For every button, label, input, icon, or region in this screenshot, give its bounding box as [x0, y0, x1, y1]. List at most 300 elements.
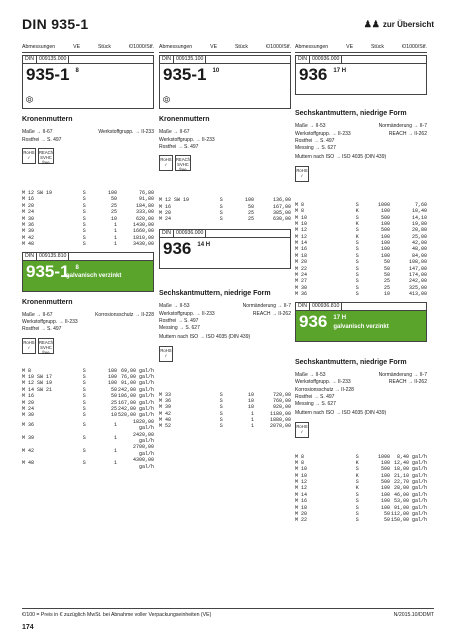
table-cell: 1660,00 [132, 228, 154, 235]
table-cell: 184,80 [135, 202, 154, 209]
table-cell: M 16 [159, 203, 172, 210]
table-cell: S [219, 216, 223, 223]
table-cell: 150,00 gal/h [390, 517, 427, 524]
table-cell: M 24 [159, 216, 172, 223]
table-cell: S [82, 386, 86, 393]
table-cell: K [355, 472, 359, 479]
table-cell: 147,00 [408, 265, 427, 272]
table-cell: M 10 [295, 466, 308, 473]
table-cell: 50 [384, 511, 391, 518]
table-cell: 25 [111, 406, 118, 413]
table-cell: S [82, 228, 86, 235]
table-cell: 100 [381, 504, 391, 511]
spec-link[interactable]: Maße → II-67 [22, 129, 53, 136]
strength-class: 10 [212, 68, 220, 75]
table-cell: 100 [245, 197, 255, 204]
table-cell: 25 [248, 216, 255, 223]
table-cell: S [355, 284, 359, 291]
table-cell: K [355, 485, 359, 492]
rohs-badge: RoHS ✓ [159, 346, 173, 362]
table-cell: S [355, 479, 359, 486]
badge-row [159, 346, 291, 362]
table-cell: 100 [381, 240, 391, 247]
table-cell: 4300,00 gal/h [132, 457, 154, 470]
spec-link[interactable]: Messing → S. 627 [295, 401, 336, 408]
table-cell: M 30 [295, 284, 308, 291]
table-cell: S [82, 380, 86, 387]
table-cell: 91,80 [138, 196, 154, 203]
spec-link[interactable]: Korrosionsschutz → II-228 [95, 311, 154, 318]
table-cell: S [355, 240, 359, 247]
table-cell: 1 [114, 234, 118, 241]
article-box: DIN 000936.000 936 17 H [295, 55, 427, 95]
nut-icon [26, 96, 33, 103]
spec-block [22, 129, 154, 144]
badge-row [295, 166, 427, 182]
reach-badge: REACh SVHC free [39, 149, 53, 166]
table-cell: M 14 SW 21 [22, 386, 53, 393]
spec-link[interactable]: Maße → II-53 [295, 123, 326, 130]
spec-link[interactable]: Maße → II-53 [295, 372, 326, 379]
table-cell: 413,00 [408, 291, 427, 298]
table-cell: 14,10 [411, 214, 427, 221]
spec-link[interactable]: Rostfrei → S. 497 [22, 326, 62, 333]
table-cell: 325,00 [408, 284, 427, 291]
article-number: 936 [163, 238, 192, 258]
table-cell: 630,00 [272, 216, 291, 223]
table-cell: M 36 [22, 221, 35, 228]
spec-link[interactable]: Normänderung → II-7 [242, 303, 291, 310]
spec-link[interactable]: Muttern nach ISO → ISO 4035 (DIN 439) [159, 334, 251, 341]
table-cell: 1 [251, 423, 255, 430]
reach-badge: REACh SVHC free [39, 339, 53, 355]
table-cell: M 27 [295, 278, 308, 285]
table-cell: M 52 [159, 423, 172, 430]
table-cell: 3430,00 [132, 241, 154, 248]
price-table [295, 202, 427, 298]
table-cell: M 42 [22, 447, 35, 454]
badge-row [295, 422, 427, 438]
spec-link[interactable]: Werkstoffgrupp. → II-233 [295, 130, 351, 137]
table-cell: M 48 [22, 460, 35, 467]
table-cell: 25 [111, 202, 118, 209]
table-cell: 100 [381, 233, 391, 240]
page-number: 174 [22, 624, 34, 631]
spec-link[interactable]: Maße → II-67 [22, 311, 53, 318]
table-cell: 112,00 gal/h [390, 511, 427, 518]
strength-class: 8 [75, 264, 79, 271]
table-cell: 1 [114, 447, 118, 454]
spec-link[interactable]: Maße → II-67 [159, 129, 190, 136]
table-cell: 500 [381, 214, 391, 221]
page-title: DIN 935-1 [22, 16, 89, 32]
table-cell: S [82, 202, 86, 209]
column-header: Abmessungen VE Stück €/1000/Stf. [295, 44, 427, 53]
section-title: Sechskantmuttern, niedrige Form [295, 110, 407, 118]
table-row [22, 419, 154, 432]
spec-link[interactable]: Werkstoffgrupp. → II-233 [22, 319, 78, 326]
table-cell: M 42 [159, 410, 172, 417]
spec-link[interactable]: Rostfrei → S. 497 [159, 317, 199, 324]
spec-link[interactable]: Muttern nach ISO → ISO 4035 (DIN 439) [295, 154, 387, 161]
table-cell: S [355, 227, 359, 234]
article-box: DIN 000936.810 936 17 H galvanisch verzinkt [295, 302, 427, 342]
table-cell: 760,00 [272, 397, 291, 404]
table-cell: 25 [111, 209, 118, 216]
table-cell: M 30 [22, 215, 35, 222]
table-cell: S [82, 399, 86, 406]
rohs-badge: RoHS ✓ [22, 338, 36, 354]
table-cell: S [82, 447, 86, 454]
section-title: Sechskantmuttern, niedrige Form [295, 358, 407, 366]
spec-link[interactable]: Rostfrei → S. 497 [22, 136, 62, 143]
table-cell: S [219, 203, 223, 210]
table-cell: 100 [381, 208, 391, 215]
people-icon: ♟♟ [363, 19, 380, 29]
table-cell: 108,00 [408, 259, 427, 266]
spec-link[interactable]: Werkstoffgrupp. → II-233 [295, 379, 351, 386]
column-2 [159, 44, 291, 430]
table-cell: 1 [114, 460, 118, 467]
table-cell: S [219, 210, 223, 217]
table-cell: S [82, 221, 86, 228]
table-cell: S [82, 374, 86, 381]
spec-link[interactable]: REACH → II-262 [388, 379, 427, 386]
article-number: 936 [299, 311, 328, 331]
table-cell: S [82, 234, 86, 241]
table-cell: 50 [384, 259, 391, 266]
column-header: Abmessungen VE Stück €/1000/Stf. [159, 44, 291, 53]
table-cell: M 20 [295, 259, 308, 266]
table-cell: M 20 [22, 399, 35, 406]
article-number: 935-1 [163, 65, 207, 85]
table-cell: 333,00 [135, 209, 154, 216]
rohs-badge: RoHS ✓ [295, 166, 309, 182]
footer-note: €/100 = Preis in € zuzüglich MwSt. bei Abnahme voller Verpackungseinheiten (VE) [22, 612, 212, 618]
table-cell: M 8 [295, 453, 305, 460]
table-cell: 76,80 [138, 189, 154, 196]
table-cell: S [82, 215, 86, 222]
table-cell: 100 [381, 498, 391, 505]
spec-link[interactable]: Rostfrei → S. 497 [295, 393, 335, 400]
spec-link[interactable]: Rostfrei → S. 497 [295, 137, 335, 144]
table-cell: 50 [111, 393, 118, 400]
table-cell: 1 [114, 221, 118, 228]
table-cell: 25 [384, 278, 391, 285]
badge-row [22, 148, 154, 164]
table-row [159, 423, 291, 429]
table-cell: 920,00 [272, 404, 291, 411]
table-cell: 91,00 gal/h [393, 504, 427, 511]
table-cell: 100 [381, 491, 391, 498]
table-cell: 100 [108, 380, 118, 387]
table-cell: M 10 [295, 214, 308, 221]
spec-block [159, 303, 291, 341]
table-cell: 1000 [378, 453, 391, 460]
table-cell: M 10 [295, 472, 308, 479]
rohs-badge: RoHS ✓ [159, 155, 173, 171]
table-row [22, 457, 154, 470]
table-cell: M 24 [295, 272, 308, 279]
table-cell: M 12 SW 19 [22, 189, 53, 196]
table-cell: S [82, 189, 86, 196]
table-cell: 500 [381, 466, 391, 473]
table-cell: 385,00 [272, 210, 291, 217]
table-cell: 100 [381, 220, 391, 227]
table-cell: 242,00 [408, 278, 427, 285]
table-cell: 106,00 gal/h [117, 393, 154, 400]
reach-badge: REACh SVHC free [176, 157, 190, 173]
table-cell: 1000 [378, 201, 391, 208]
spec-link[interactable]: Rostfrei → S. 497 [159, 143, 199, 150]
rohs-badge: RoHS ✓ [295, 422, 309, 438]
strength-class: 17 H [333, 68, 347, 75]
table-cell: S [355, 278, 359, 285]
table-cell: 53,00 gal/h [393, 498, 427, 505]
table-row [22, 432, 154, 445]
table-cell: M 10 SW 17 [22, 374, 53, 381]
table-cell: 242,00 gal/h [117, 406, 154, 413]
table-cell: S [355, 291, 359, 298]
table-cell: S [219, 410, 223, 417]
table-cell: M 10 [295, 220, 308, 227]
strength-class: 17 H [333, 314, 347, 321]
table-cell: 10 [248, 391, 255, 398]
table-cell: 50 [111, 196, 118, 203]
table-cell: M 16 [22, 196, 35, 203]
article-number: 935-1 [26, 65, 70, 85]
table-cell: M 12 SW 19 [22, 380, 53, 387]
table-cell: M 16 [22, 393, 35, 400]
table-cell: 500 [381, 227, 391, 234]
table-cell: M 36 [22, 422, 35, 429]
table-cell: M 36 [295, 291, 308, 298]
table-cell: 12,40 gal/h [393, 459, 427, 466]
table-cell: 2700,00 gal/h [132, 444, 154, 457]
table-cell: 167,00 gal/h [117, 399, 154, 406]
table-cell: 1 [251, 410, 255, 417]
table-cell: 1820,00 gal/h [132, 418, 154, 432]
article-box: DIN 009135.810 935-1 8 galvanisch verzinkt [22, 252, 154, 292]
table-cell: 1430,00 [132, 221, 154, 228]
table-cell: 48,00 [411, 246, 427, 253]
table-cell: 1 [114, 241, 118, 248]
section-title: Sechskantmuttern, niedrige Form [159, 289, 271, 297]
table-cell: M 24 [22, 209, 35, 216]
table-cell: M 42 [22, 234, 35, 241]
table-cell: 84,00 [411, 252, 427, 259]
article-number: 935-1 [26, 261, 70, 281]
table-cell: 1 [114, 228, 118, 235]
nut-icon [163, 96, 170, 103]
table-cell: M 48 [159, 417, 172, 424]
table-cell: 100 [108, 189, 118, 196]
table-cell: S [219, 404, 223, 411]
table-cell: 1180,00 [269, 410, 291, 417]
table-cell: 100 [108, 374, 118, 381]
table-cell: 7,60 [414, 201, 427, 208]
table-cell: M 20 [22, 202, 35, 209]
table-cell: S [219, 397, 223, 404]
section-title: Kronenmuttern [22, 116, 73, 124]
table-cell: 46,00 gal/h [393, 491, 427, 498]
table-cell: 10 [248, 397, 255, 404]
table-cell: S [219, 391, 223, 398]
table-cell: S [355, 265, 359, 272]
footer-ref: N/2015.10/DDMT [393, 612, 434, 618]
spec-link[interactable]: Maße → II-53 [159, 303, 190, 310]
spec-link[interactable]: Messing → S. 627 [295, 145, 336, 152]
spec-block [295, 372, 427, 418]
table-cell: M 18 [295, 252, 308, 259]
article-number: 936 [299, 65, 328, 85]
table-cell: S [82, 209, 86, 216]
table-cell: 2420,00 gal/h [132, 431, 154, 444]
spec-link[interactable]: Werkstoffgrupp. → II-233 [159, 136, 215, 143]
table-cell: 500 [381, 479, 391, 486]
table-cell: 50 [384, 265, 391, 272]
table-cell: M 12 SW 19 [159, 197, 190, 204]
table-cell: 10 [111, 412, 118, 419]
table-cell: 100 [381, 472, 391, 479]
table-cell: M 20 [159, 210, 172, 217]
table-cell: S [355, 466, 359, 473]
table-cell: 50 [111, 386, 118, 393]
section-title: Kronenmuttern [22, 298, 73, 306]
strength-class: 14 H [197, 241, 211, 248]
overview-link-label: zur Übersicht [382, 20, 434, 29]
table-cell: S [355, 201, 359, 208]
table-row [22, 444, 154, 457]
table-cell: 167,00 [272, 203, 291, 210]
article-box: DIN 000936.000 936 14 H [159, 229, 291, 269]
table-cell: S [355, 491, 359, 498]
overview-link[interactable] [364, 19, 434, 30]
table-cell: M 22 [295, 265, 308, 272]
table-cell: M 12 [295, 227, 308, 234]
table-cell: S [219, 423, 223, 430]
table-cell: S [82, 241, 86, 248]
table-cell: 25 [248, 210, 255, 217]
table-cell: S [82, 434, 86, 441]
finish-label: galvanisch verzinkt [333, 323, 389, 330]
table-cell: M 48 [22, 241, 35, 248]
spec-block [22, 312, 154, 334]
table-cell: S [355, 511, 359, 518]
price-table [295, 454, 427, 524]
price-table [22, 368, 154, 470]
table-cell: S [355, 498, 359, 505]
footer [22, 608, 434, 618]
table-cell: K [355, 208, 359, 215]
table-cell: S [355, 246, 359, 253]
badge-row [159, 155, 291, 171]
strength-class: 8 [75, 68, 79, 75]
table-cell: M 14 [295, 491, 308, 498]
table-cell: 1880,00 [269, 417, 291, 424]
article-box: DIN 009135.000 935-1 8 [22, 55, 154, 109]
table-cell: 10 [384, 291, 391, 298]
spec-link[interactable]: Werkstoffgrupp. → II-233 [98, 129, 154, 136]
table-cell: S [82, 367, 86, 374]
table-cell: 25 [384, 284, 391, 291]
table-cell: M 12 [295, 485, 308, 492]
table-cell: 20,80 [411, 227, 427, 234]
table-cell: 242,00 gal/h [117, 386, 154, 393]
table-cell: 22,70 gal/h [393, 479, 427, 486]
spec-link[interactable]: Korrosionsschutz → II-228 [295, 386, 354, 393]
table-cell: S [82, 393, 86, 400]
table-cell: 100 [381, 459, 391, 466]
table-cell: 19,80 [411, 220, 427, 227]
table-cell: M 12 [295, 233, 308, 240]
table-cell: 1810,00 [132, 234, 154, 241]
table-cell: M 8 [22, 367, 32, 374]
table-cell: S [82, 196, 86, 203]
table-cell: 1 [251, 417, 255, 424]
table-cell: S [355, 517, 359, 524]
spec-link[interactable]: Muttern nach ISO → ISO 4035 (DIN 439) [295, 410, 387, 417]
table-cell: 8,40 gal/h [396, 453, 427, 460]
table-cell: 25 [111, 399, 118, 406]
table-cell: S [82, 406, 86, 413]
table-cell: 28,00 gal/h [393, 485, 427, 492]
table-cell: M 22 [295, 517, 308, 524]
table-cell: S [355, 504, 359, 511]
spec-link[interactable]: Normänderung → II-7 [378, 123, 427, 130]
table-cell: S [219, 417, 223, 424]
spec-link[interactable]: Messing → S. 627 [159, 325, 200, 331]
price-table [159, 392, 291, 430]
table-cell: M 24 [22, 406, 35, 413]
table-cell: M 16 [295, 246, 308, 253]
table-cell: 100 [108, 367, 118, 374]
table-cell: 76,00 gal/h [120, 374, 154, 381]
price-table [159, 197, 291, 223]
table-cell: M 8 [295, 208, 305, 215]
table-cell: M 8 [295, 459, 305, 466]
table-cell: 620,00 [135, 215, 154, 222]
table-cell: S [82, 460, 86, 467]
table-cell: 50 [384, 272, 391, 279]
table-cell: S [355, 272, 359, 279]
table-cell: M 16 [295, 498, 308, 505]
spec-link[interactable]: REACH → II-262 [252, 310, 291, 317]
table-cell: M 39 [22, 228, 35, 235]
table-cell: S [355, 252, 359, 259]
table-cell: M 12 [295, 479, 308, 486]
table-cell: 100 [381, 485, 391, 492]
table-cell: K [355, 459, 359, 466]
table-cell: S [355, 259, 359, 266]
section-title: Kronenmuttern [159, 116, 210, 124]
table-cell: M 30 [22, 412, 35, 419]
spec-link[interactable]: REACH → II-262 [388, 130, 427, 137]
column-1 [22, 44, 154, 470]
table-cell: 25,00 [411, 233, 427, 240]
column-header: Abmessungen VE Stück €/1000/Stf. [22, 44, 154, 53]
table-cell: 1 [114, 434, 118, 441]
spec-link[interactable]: Normänderung → II-7 [378, 372, 427, 379]
table-cell: 50 [384, 517, 391, 524]
table-cell: 520,00 gal/h [117, 412, 154, 419]
spec-link[interactable]: Werkstoffgrupp. → II-233 [159, 310, 215, 317]
table-cell: 1 [114, 422, 118, 429]
price-table [22, 190, 154, 248]
spec-block [159, 129, 291, 151]
article-box: DIN 009135.100 935-1 10 [159, 55, 291, 109]
table-cell: 18,00 gal/h [393, 466, 427, 473]
